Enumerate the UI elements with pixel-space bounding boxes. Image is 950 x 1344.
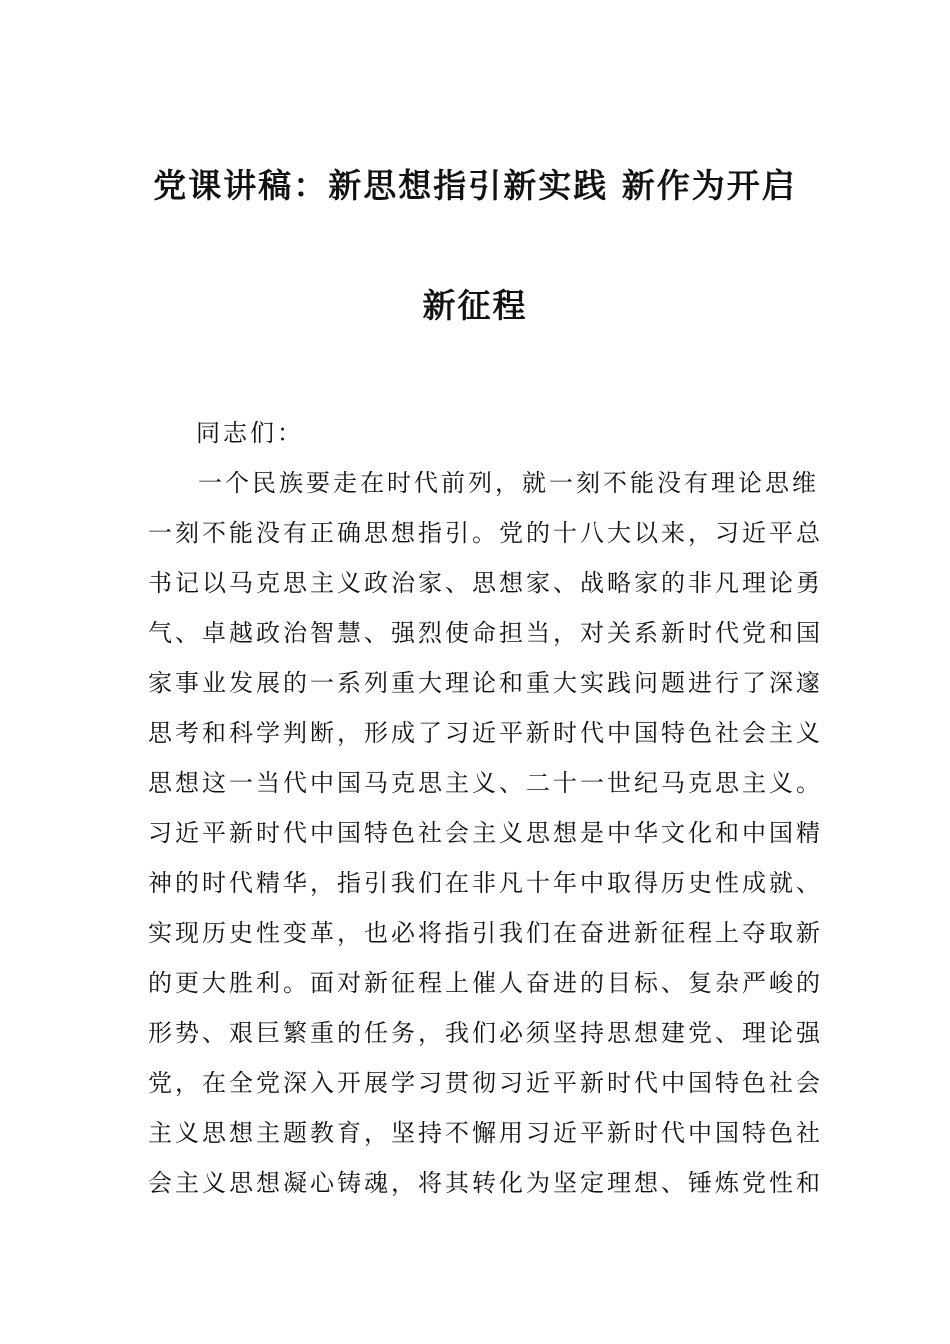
paragraph-line: 家事业发展的一系列重大理论和重大实践问题进行了深邃 bbox=[148, 669, 823, 697]
paragraph-line: 的更大胜利。面对新征程上催人奋进的目标、复杂严峻的 bbox=[148, 969, 823, 997]
salutation: 同志们： bbox=[196, 419, 304, 447]
paragraph-line: 一刻不能没有正确思想指引。党的十八大以来，习近平总 bbox=[148, 519, 823, 547]
paragraph-line: 会主义思想凝心铸魂，将其转化为坚定理想、锤炼党性和 bbox=[148, 1169, 823, 1197]
document-title-line-2: 新征程 bbox=[422, 286, 528, 325]
paragraph-line: 形势、艰巨繁重的任务，我们必须坚持思想建党、理论强 bbox=[148, 1019, 823, 1047]
paragraph-line: 气、卓越政治智慧、强烈使命担当，对关系新时代党和国 bbox=[148, 619, 823, 647]
paragraph-line: 实现历史性变革，也必将指引我们在奋进新征程上夺取新 bbox=[148, 919, 823, 947]
paragraph-line: 党，在全党深入开展学习贯彻习近平新时代中国特色社会 bbox=[148, 1069, 823, 1097]
document-title-line-1: 党课讲稿：新思想指引新实践 新作为开启 bbox=[153, 166, 797, 205]
paragraph-line: 书记以马克思主义政治家、思想家、战略家的非凡理论勇 bbox=[148, 569, 823, 597]
paragraph-line: 一个民族要走在时代前列，就一刻不能没有理论思维 bbox=[198, 469, 819, 497]
paragraph-line: 思考和科学判断，形成了习近平新时代中国特色社会主义 bbox=[148, 719, 823, 747]
body-paragraph bbox=[148, 458, 823, 1208]
paragraph-line: 神的时代精华，指引我们在非凡十年中取得历史性成就、 bbox=[148, 869, 823, 897]
paragraph-line: 主义思想主题教育，坚持不懈用习近平新时代中国特色社 bbox=[148, 1119, 823, 1147]
paragraph-line: 思想这一当代中国马克思主义、二十一世纪马克思主义。 bbox=[148, 769, 823, 797]
paragraph-line: 习近平新时代中国特色社会主义思想是中华文化和中国精 bbox=[148, 819, 823, 847]
